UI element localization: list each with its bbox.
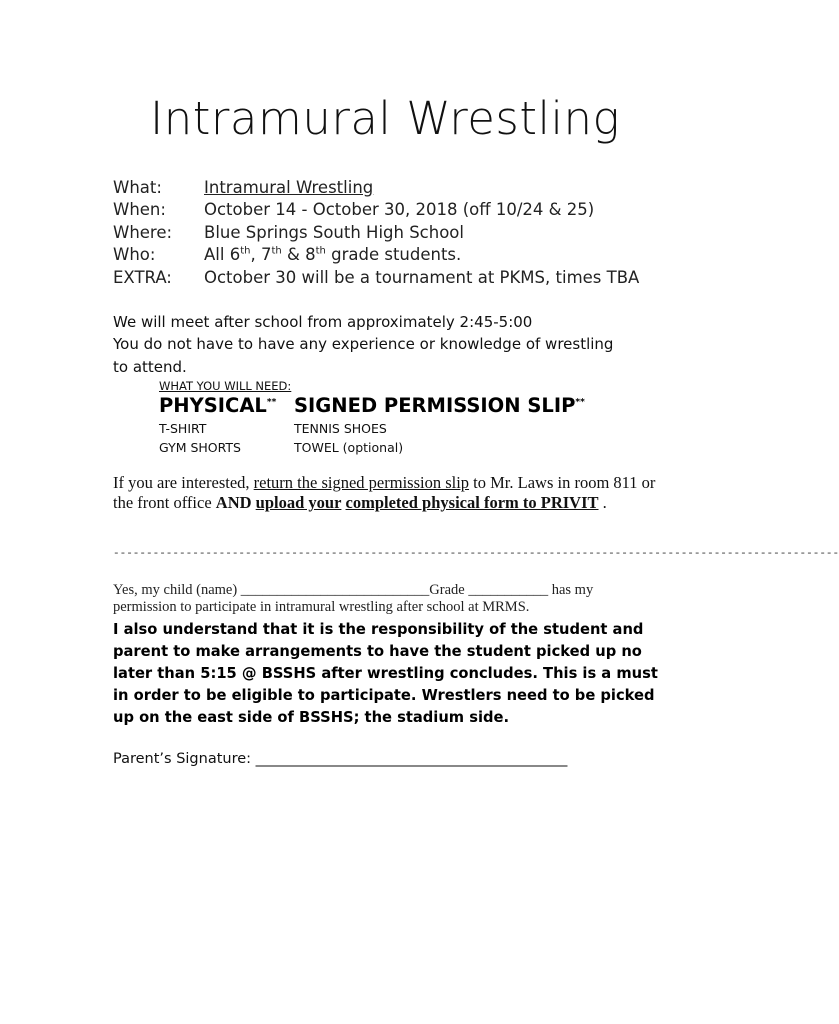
who-text-3: & 8 bbox=[281, 245, 316, 265]
extra-label: EXTRA: bbox=[113, 267, 172, 287]
meeting-info bbox=[113, 311, 633, 378]
towel-item: TOWEL (optional) bbox=[294, 440, 404, 455]
where-label: Where: bbox=[113, 222, 173, 242]
needs-heading: WHAT YOU WILL NEED: bbox=[159, 379, 292, 393]
responsibility-statement: I also understand that it is the responsibility of the student and parent to make arrangements to have the student picked up no later than 5:15 @ BSSHS after wrestling concludes. This is a must in order to be eligible to participate. Wrestlers need to be picked up on the east side of BSSHS; the stadium side. bbox=[113, 621, 658, 727]
event-details bbox=[113, 177, 639, 289]
return-text-2: to Mr. Laws in room 811 or the front office bbox=[113, 473, 656, 512]
gym-shorts-item: GYM SHORTS bbox=[159, 440, 241, 455]
return-end: . bbox=[598, 493, 607, 512]
tshirt-item: T-SHIRT bbox=[159, 421, 207, 436]
what-label: What: bbox=[113, 178, 162, 197]
when-label: When: bbox=[113, 200, 166, 220]
who-text-1: All 6 bbox=[204, 245, 241, 265]
physical-requirement bbox=[159, 394, 276, 417]
who-text-2: , 7 bbox=[250, 245, 272, 265]
where-row bbox=[113, 222, 639, 244]
return-slip-text: return the signed permission slip bbox=[253, 473, 470, 492]
physical-mark: ** bbox=[266, 397, 277, 408]
cut-line: -------------------------------------------------------------------------------------------------------------- bbox=[113, 548, 839, 560]
permission-requirement bbox=[294, 394, 585, 417]
return-instructions bbox=[113, 473, 658, 513]
meeting-time: We will meet after school from approximately 2:45-5:00 bbox=[113, 313, 533, 331]
what-value: Intramural Wrestling bbox=[204, 178, 374, 197]
upload-text: upload your bbox=[255, 493, 342, 512]
permission-mark: ** bbox=[575, 397, 585, 408]
who-ordinal-3: th bbox=[315, 245, 326, 257]
experience-note: You do not have to have any experience or knowledge of wrestling to attend. bbox=[113, 335, 614, 376]
who-ordinal-1: th bbox=[240, 245, 251, 257]
consent-line-1: Yes, my child (name) __________________________Grade ___________ has my bbox=[113, 582, 594, 598]
who-label: Who: bbox=[113, 245, 156, 265]
who-text-4: grade students. bbox=[325, 245, 462, 265]
consent-statement bbox=[113, 582, 658, 616]
who-ordinal-2: th bbox=[271, 245, 282, 257]
consent-line-2: permission to participate in intramural wrestling after school at MRMS. bbox=[113, 599, 530, 615]
extra-row bbox=[113, 267, 639, 289]
page-title: Intramural Wrestling bbox=[149, 92, 621, 145]
permission-label: SIGNED PERMISSION SLIP bbox=[294, 394, 576, 417]
who-value bbox=[204, 244, 461, 266]
physical-form-text: completed physical form to PRIVIT bbox=[345, 493, 599, 512]
when-value: October 14 - October 30, 2018 (off 10/24 & 25) bbox=[204, 200, 595, 220]
when-row bbox=[113, 199, 639, 221]
where-value: Blue Springs South High School bbox=[204, 222, 464, 242]
who-row bbox=[113, 244, 639, 266]
tennis-shoes-item: TENNIS SHOES bbox=[294, 421, 387, 436]
parent-signature-line: Parent’s Signature: ___________________________________________ bbox=[113, 751, 568, 767]
what-row bbox=[113, 177, 639, 199]
return-text-1: If you are interested, bbox=[113, 473, 254, 492]
and-text: AND bbox=[215, 493, 252, 512]
physical-label: PHYSICAL bbox=[159, 394, 267, 417]
extra-value: October 30 will be a tournament at PKMS, times TBA bbox=[204, 267, 640, 287]
